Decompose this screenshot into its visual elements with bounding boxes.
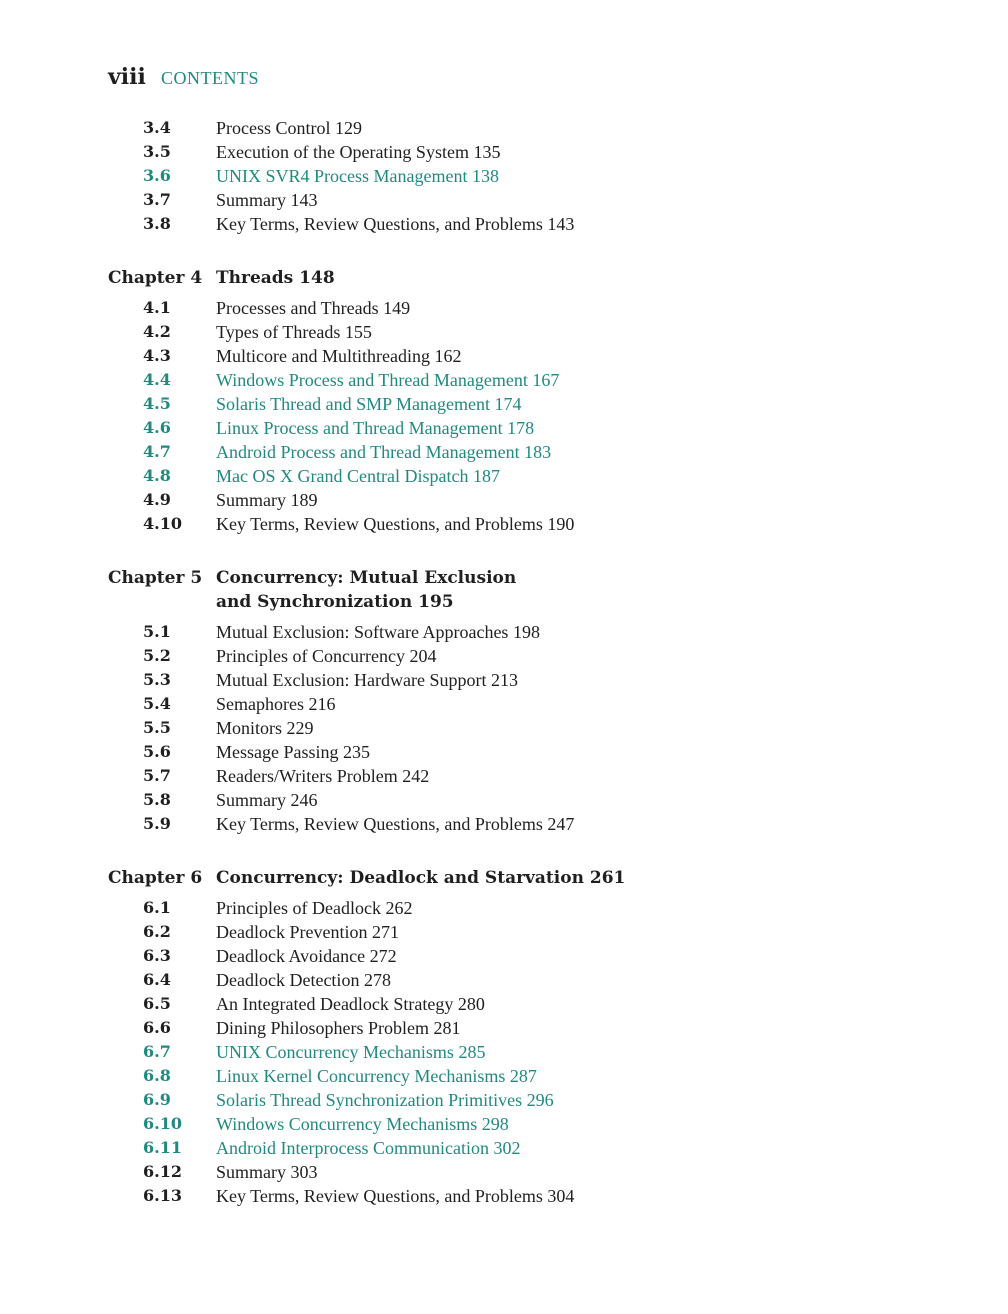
section-number: 3.6	[143, 166, 171, 185]
section-title[interactable]: Principles of Concurrency 204	[216, 646, 437, 666]
section-number: 5.6	[143, 742, 171, 761]
section-title[interactable]: Mutual Exclusion: Hardware Support 213	[216, 670, 518, 690]
section-title[interactable]: Solaris Thread and SMP Management 174	[216, 394, 522, 414]
section-number: 6.1	[143, 898, 171, 917]
section-number: 3.7	[143, 190, 171, 209]
section-title[interactable]: Mutual Exclusion: Software Approaches 198	[216, 622, 540, 642]
section-number: 5.4	[143, 694, 171, 713]
chapter-title[interactable]: Concurrency: Deadlock and Starvation 261	[216, 868, 626, 888]
section-number: 3.8	[143, 214, 171, 233]
section-title[interactable]: Key Terms, Review Questions, and Problems 304	[216, 1186, 575, 1206]
section-title[interactable]: UNIX SVR4 Process Management 138	[216, 166, 499, 186]
section-number: 6.6	[143, 1018, 171, 1037]
section-title[interactable]: Linux Process and Thread Management 178	[216, 418, 535, 438]
section-number: 5.7	[143, 766, 171, 785]
section-number: 4.7	[143, 442, 171, 461]
section-number: 5.8	[143, 790, 171, 809]
section-title[interactable]: Monitors 229	[216, 718, 314, 738]
section-number: 5.3	[143, 670, 171, 689]
chapter-title[interactable]: and Synchronization 195	[216, 592, 454, 612]
section-number: 3.5	[143, 142, 171, 161]
running-title: CONTENTS	[160, 68, 259, 88]
section-number: 6.11	[143, 1138, 182, 1157]
section-title[interactable]: Deadlock Detection 278	[216, 970, 391, 990]
section-number: 6.7	[143, 1042, 171, 1061]
section-number: 6.10	[143, 1114, 182, 1133]
section-number: 4.1	[143, 298, 171, 317]
section-number: 4.3	[143, 346, 171, 365]
section-title[interactable]: Readers/Writers Problem 242	[216, 766, 430, 786]
section-number: 3.4	[143, 118, 171, 137]
section-number: 4.5	[143, 394, 171, 413]
page-number: viii	[108, 64, 146, 90]
section-number: 5.9	[143, 814, 171, 833]
section-title[interactable]: Message Passing 235	[216, 742, 370, 762]
section-title[interactable]: Multicore and Multithreading 162	[216, 346, 462, 366]
section-number: 4.9	[143, 490, 171, 509]
section-number: 4.2	[143, 322, 171, 341]
section-number: 6.3	[143, 946, 171, 965]
chapter-label: Chapter 4	[108, 268, 203, 288]
section-title[interactable]: Summary 143	[216, 190, 318, 210]
section-title[interactable]: Processes and Threads 149	[216, 298, 411, 318]
chapter-label: Chapter 5	[108, 568, 203, 588]
section-number: 6.2	[143, 922, 171, 941]
chapter-title[interactable]: Threads 148	[216, 268, 335, 288]
section-title[interactable]: Summary 303	[216, 1162, 318, 1182]
section-title[interactable]: Mac OS X Grand Central Dispatch 187	[216, 466, 500, 486]
section-number: 5.1	[143, 622, 171, 641]
section-title[interactable]: An Integrated Deadlock Strategy 280	[216, 994, 485, 1014]
section-number: 4.10	[143, 514, 182, 533]
section-title[interactable]: Principles of Deadlock 262	[216, 898, 413, 918]
section-number: 6.12	[143, 1162, 182, 1181]
section-number: 5.2	[143, 646, 171, 665]
section-title[interactable]: Android Process and Thread Management 183	[216, 442, 552, 462]
section-title[interactable]: Key Terms, Review Questions, and Problems 247	[216, 814, 575, 834]
section-title[interactable]: Key Terms, Review Questions, and Problems 143	[216, 214, 575, 234]
section-title[interactable]: Windows Process and Thread Management 167	[216, 370, 560, 390]
section-title[interactable]: Key Terms, Review Questions, and Problems 190	[216, 514, 575, 534]
section-title[interactable]: Deadlock Avoidance 272	[216, 946, 397, 966]
section-title[interactable]: UNIX Concurrency Mechanisms 285	[216, 1042, 486, 1062]
section-title[interactable]: Linux Kernel Concurrency Mechanisms 287	[216, 1066, 537, 1086]
section-number: 6.4	[143, 970, 171, 989]
section-number: 4.4	[143, 370, 171, 389]
chapter-title[interactable]: Concurrency: Mutual Exclusion	[216, 568, 517, 588]
section-title[interactable]: Dining Philosophers Problem 281	[216, 1018, 461, 1038]
section-title[interactable]: Solaris Thread Synchronization Primitives 296	[216, 1090, 554, 1110]
section-number: 5.5	[143, 718, 171, 737]
page-header	[108, 64, 259, 98]
section-title[interactable]: Types of Threads 155	[216, 322, 372, 342]
section-number: 6.9	[143, 1090, 171, 1109]
section-title[interactable]: Windows Concurrency Mechanisms 298	[216, 1114, 509, 1134]
section-title[interactable]: Summary 246	[216, 790, 318, 810]
section-title[interactable]: Execution of the Operating System 135	[216, 142, 501, 162]
section-number: 6.13	[143, 1186, 182, 1205]
section-number: 4.6	[143, 418, 171, 437]
section-title[interactable]: Process Control 129	[216, 118, 362, 138]
chapter-label: Chapter 6	[108, 868, 203, 888]
section-title[interactable]: Summary 189	[216, 490, 318, 510]
section-number: 6.8	[143, 1066, 171, 1085]
section-title[interactable]: Deadlock Prevention 271	[216, 922, 399, 942]
section-number: 4.8	[143, 466, 171, 485]
section-title[interactable]: Android Interprocess Communication 302	[216, 1138, 521, 1158]
section-title[interactable]: Semaphores 216	[216, 694, 336, 714]
section-number: 6.5	[143, 994, 171, 1013]
